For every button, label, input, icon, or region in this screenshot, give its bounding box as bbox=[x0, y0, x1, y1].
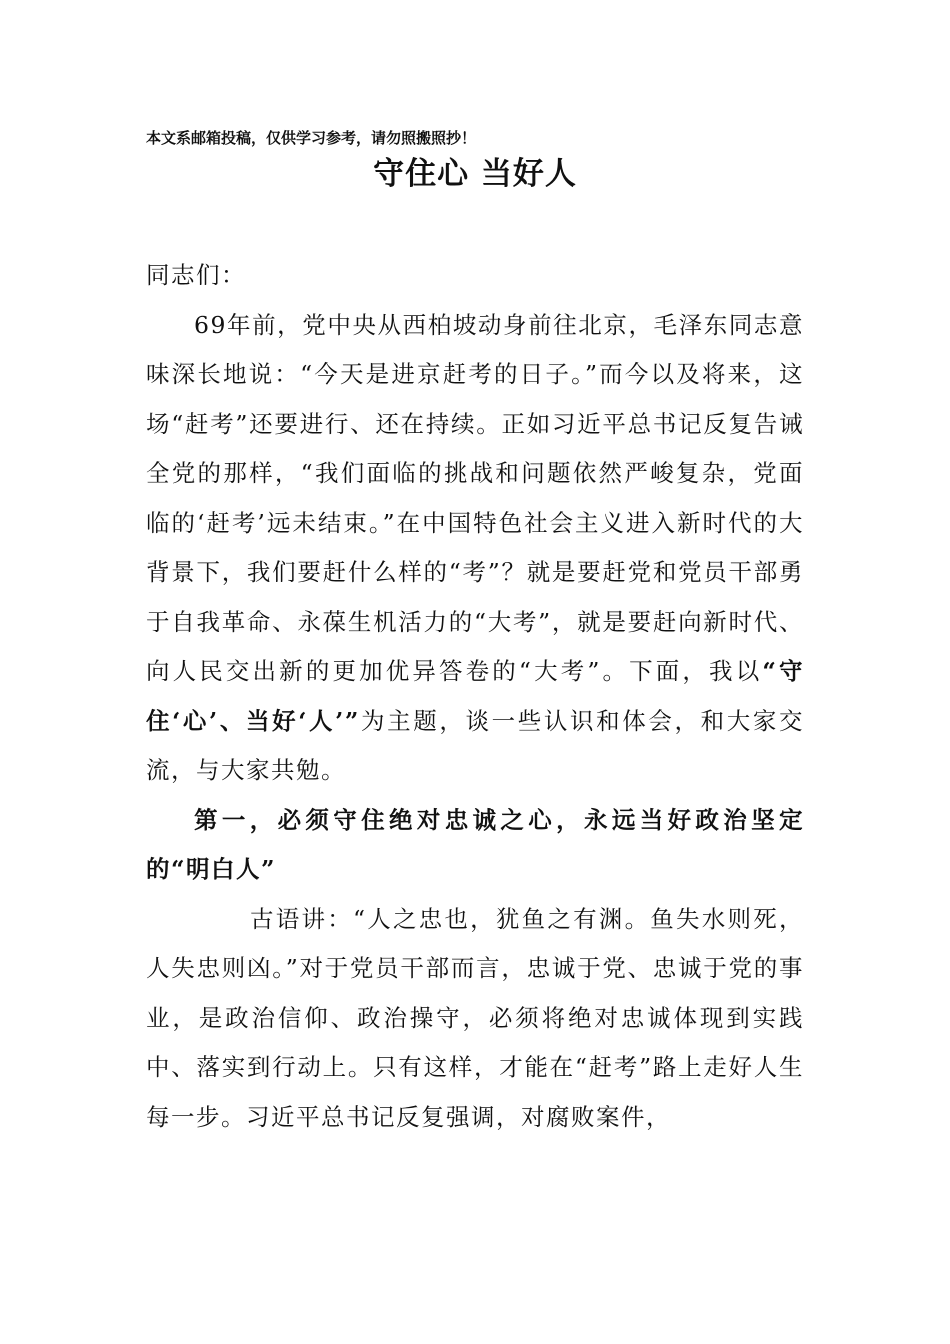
page-title: 守住心 当好人 bbox=[373, 156, 577, 192]
submission-notice: 本文系邮箱投稿，仅供学习参考，请勿照搬照抄！ bbox=[146, 129, 477, 147]
paragraph-section-1: 古语讲：“人之忠也，犹鱼之有渊。鱼失水则死，人失忠则凶。”对于党员干部而言，忠诚于党、忠诚于党的事业，是政治信仰、政治操守，必须将绝对忠诚体现到实践中、落实到行动上。只有这样，才能在“赶考”路上走好人生每一步。习近平总书记反复强调，对腐败案件， bbox=[146, 904, 804, 1131]
paragraph-intro-text-a: 69年前，党中央从西柏坡动身前往北京，毛泽东同志意味深长地说：“今天是进京赶考的日子。”而今以及将来，这场“赶考”还要进行、还在持续。正如习近平总书记反复告诫全党的那样，“我们面临的挑战和问题依然严峻复杂，党面临的‘赶考’远未结束。”在中国特色社会主义进入新时代的大背景下，我们要赶什么样的“考”？就是要赶党和党员干部勇于自我革命、永葆生机活力的“大考”，就是要赶向新时代、向人民交出新的更加优异答卷的“大考”。下面，我以 bbox=[146, 310, 804, 685]
document-body bbox=[146, 251, 804, 1142]
section-heading-1: 第一，必须守住绝对忠诚之心，永远当好政治坚定的“明白人” bbox=[146, 805, 804, 883]
paragraph-intro-text-b: 为主题，谈一些认识和体会，和大家交流，与大家共勉。 bbox=[146, 706, 804, 784]
paragraph-intro-theme: “守住‘心’、当好‘人’” bbox=[146, 657, 804, 735]
paragraph-intro bbox=[146, 301, 804, 796]
greeting: 同志们： bbox=[146, 261, 246, 289]
